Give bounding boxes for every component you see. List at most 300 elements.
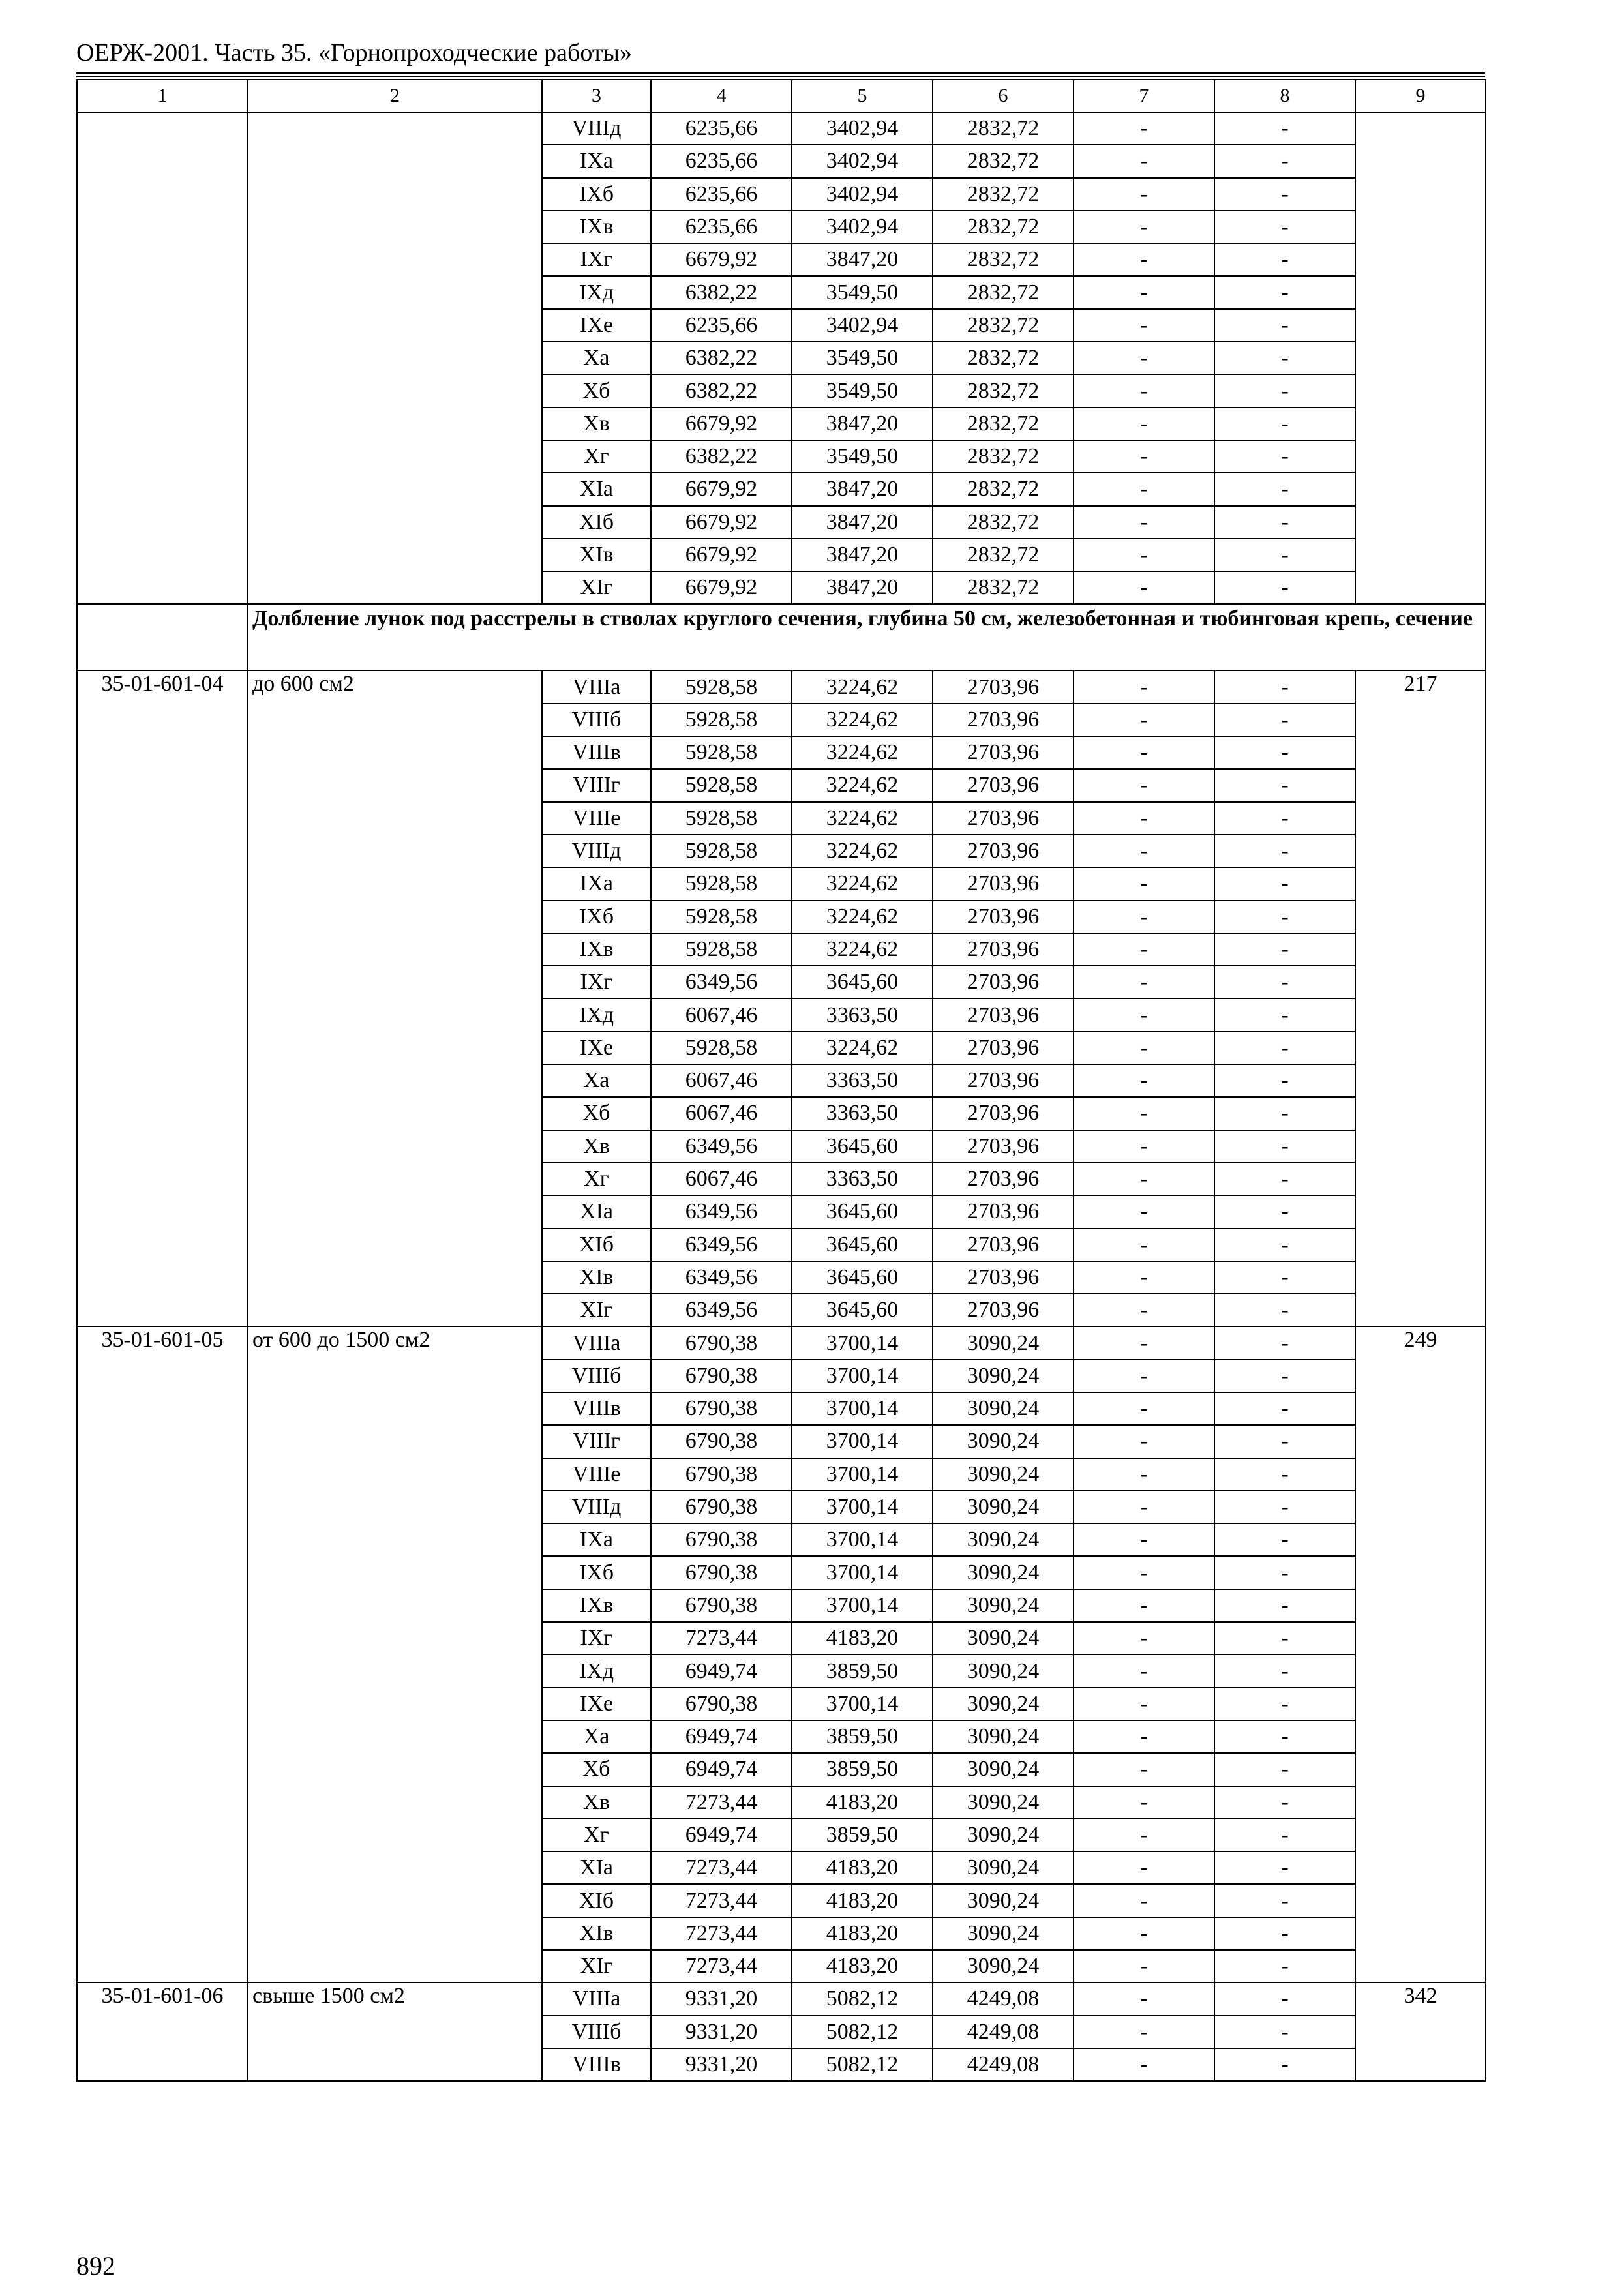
value-cell: 3090,24 xyxy=(933,1917,1074,1950)
column-number: 5 xyxy=(792,80,933,112)
grade-cell: IXг xyxy=(542,966,651,998)
value-cell: - xyxy=(1214,1195,1355,1228)
section-title: Долбление лунок под расстрелы в стволах круглого сечения, глубина 50 см, железобетонная и тюбинговая крепь, сечение xyxy=(248,604,1486,670)
value-cell: 3847,20 xyxy=(792,571,933,604)
value-cell: 3090,24 xyxy=(933,1950,1074,1982)
value-cell: - xyxy=(1074,1064,1214,1097)
value-cell: 7273,44 xyxy=(651,1786,792,1819)
value-cell: - xyxy=(1074,1392,1214,1425)
col9-cell: 342 xyxy=(1355,1982,1486,2081)
value-cell: 3700,14 xyxy=(792,1360,933,1392)
value-cell: 6235,66 xyxy=(651,112,792,145)
value-cell: - xyxy=(1074,1622,1214,1654)
value-cell: - xyxy=(1214,1556,1355,1589)
value-cell: 5928,58 xyxy=(651,1032,792,1064)
value-cell: 3090,24 xyxy=(933,1523,1074,1556)
grade-cell: IXг xyxy=(542,1622,651,1654)
value-cell: 2703,96 xyxy=(933,835,1074,867)
grade-cell: IXе xyxy=(542,1032,651,1064)
value-cell: - xyxy=(1074,571,1214,604)
grade-cell: VIIIд xyxy=(542,112,651,145)
value-cell: - xyxy=(1074,1130,1214,1163)
value-cell: 4183,20 xyxy=(792,1786,933,1819)
value-cell: - xyxy=(1214,506,1355,539)
grade-cell: Xв xyxy=(542,1130,651,1163)
value-cell: 2703,96 xyxy=(933,1195,1074,1228)
value-cell: 3224,62 xyxy=(792,933,933,966)
value-cell: - xyxy=(1214,1491,1355,1523)
value-cell: 3549,50 xyxy=(792,276,933,308)
value-cell: 2832,72 xyxy=(933,440,1074,473)
value-cell: 2703,96 xyxy=(933,966,1074,998)
value-cell: 2832,72 xyxy=(933,276,1074,308)
table-row xyxy=(77,1326,1486,1359)
value-cell: - xyxy=(1074,1360,1214,1392)
name-cell: до 600 см2 xyxy=(248,670,542,1326)
value-cell: 6949,74 xyxy=(651,1720,792,1753)
value-cell: 2703,96 xyxy=(933,802,1074,835)
grade-cell: VIIIа xyxy=(542,1326,651,1359)
grade-cell: XIг xyxy=(542,1294,651,1326)
grade-cell: VIIIд xyxy=(542,1491,651,1523)
grade-cell: VIIIв xyxy=(542,736,651,769)
value-cell: 6382,22 xyxy=(651,374,792,407)
value-cell: - xyxy=(1074,276,1214,308)
value-cell: 7273,44 xyxy=(651,1917,792,1950)
column-number: 9 xyxy=(1355,80,1486,112)
value-cell: - xyxy=(1214,769,1355,801)
grade-cell: IXб xyxy=(542,901,651,933)
value-cell: - xyxy=(1074,1523,1214,1556)
value-cell: 3859,50 xyxy=(792,1654,933,1687)
value-cell: - xyxy=(1074,1851,1214,1884)
value-cell: - xyxy=(1214,1688,1355,1720)
value-cell: 2703,96 xyxy=(933,1229,1074,1261)
value-cell: 6790,38 xyxy=(651,1458,792,1491)
value-cell: 3645,60 xyxy=(792,1130,933,1163)
value-cell: 2832,72 xyxy=(933,473,1074,505)
value-cell: 3847,20 xyxy=(792,506,933,539)
table-row xyxy=(77,112,1486,145)
value-cell: - xyxy=(1214,736,1355,769)
grade-cell: IXд xyxy=(542,276,651,308)
value-cell: - xyxy=(1214,670,1355,703)
value-cell: - xyxy=(1074,1229,1214,1261)
value-cell: 6349,56 xyxy=(651,1130,792,1163)
grade-cell: IXв xyxy=(542,1589,651,1622)
value-cell: 6679,92 xyxy=(651,243,792,276)
column-number: 8 xyxy=(1214,80,1355,112)
value-cell: - xyxy=(1214,473,1355,505)
value-cell: - xyxy=(1214,145,1355,177)
value-cell: 5928,58 xyxy=(651,835,792,867)
value-cell: - xyxy=(1214,933,1355,966)
value-cell: 3224,62 xyxy=(792,835,933,867)
value-cell: 6067,46 xyxy=(651,1064,792,1097)
value-cell: 3645,60 xyxy=(792,1261,933,1294)
value-cell: - xyxy=(1214,539,1355,571)
value-cell: 3402,94 xyxy=(792,145,933,177)
value-cell: - xyxy=(1074,704,1214,736)
value-cell: - xyxy=(1074,1195,1214,1228)
value-cell: - xyxy=(1214,1326,1355,1359)
value-cell: 2703,96 xyxy=(933,998,1074,1031)
value-cell: 2832,72 xyxy=(933,309,1074,342)
grade-cell: IXд xyxy=(542,998,651,1031)
page-header: ОЕРЖ-2001. Часть 35. «Горнопроходческие работы» xyxy=(76,39,632,67)
table-row xyxy=(77,1982,1486,2015)
value-cell: - xyxy=(1214,243,1355,276)
value-cell: 5928,58 xyxy=(651,901,792,933)
value-cell: 3700,14 xyxy=(792,1523,933,1556)
value-cell: - xyxy=(1074,539,1214,571)
value-cell: - xyxy=(1074,802,1214,835)
value-cell: 2703,96 xyxy=(933,769,1074,801)
value-cell: - xyxy=(1074,178,1214,211)
value-cell: - xyxy=(1214,704,1355,736)
value-cell: - xyxy=(1214,1950,1355,1982)
value-cell: - xyxy=(1214,1917,1355,1950)
value-cell: 3090,24 xyxy=(933,1392,1074,1425)
table-body xyxy=(77,80,1486,2081)
value-cell: - xyxy=(1074,2048,1214,2081)
value-cell: - xyxy=(1214,1884,1355,1917)
grade-cell: Xб xyxy=(542,1753,651,1786)
grade-cell: IXг xyxy=(542,243,651,276)
grade-cell: IXб xyxy=(542,178,651,211)
value-cell: - xyxy=(1214,2048,1355,2081)
value-cell: - xyxy=(1214,901,1355,933)
value-cell: 6349,56 xyxy=(651,1294,792,1326)
value-cell: 6790,38 xyxy=(651,1589,792,1622)
value-cell: 2703,96 xyxy=(933,901,1074,933)
value-cell: - xyxy=(1214,1163,1355,1195)
value-cell: 3700,14 xyxy=(792,1425,933,1458)
value-cell: - xyxy=(1074,440,1214,473)
value-cell: 6382,22 xyxy=(651,276,792,308)
value-cell: - xyxy=(1214,1523,1355,1556)
value-cell: 6790,38 xyxy=(651,1523,792,1556)
value-cell: 5082,12 xyxy=(792,1982,933,2015)
value-cell: - xyxy=(1214,1064,1355,1097)
value-cell: 6382,22 xyxy=(651,440,792,473)
value-cell: 2832,72 xyxy=(933,571,1074,604)
grade-cell: VIIIб xyxy=(542,704,651,736)
value-cell: - xyxy=(1214,1982,1355,2015)
value-cell: 6349,56 xyxy=(651,1261,792,1294)
value-cell: 2703,96 xyxy=(933,1294,1074,1326)
value-cell: 6067,46 xyxy=(651,1097,792,1130)
value-cell: 6349,56 xyxy=(651,1229,792,1261)
grade-cell: Xг xyxy=(542,1163,651,1195)
grade-cell: IXв xyxy=(542,211,651,243)
grade-cell: Xб xyxy=(542,1097,651,1130)
value-cell: - xyxy=(1074,1688,1214,1720)
code-cell: 35-01-601-04 xyxy=(77,670,248,1326)
value-cell: - xyxy=(1074,309,1214,342)
grade-cell: Xв xyxy=(542,1786,651,1819)
value-cell: 3090,24 xyxy=(933,1654,1074,1687)
grade-cell: Xа xyxy=(542,1064,651,1097)
value-cell: 3090,24 xyxy=(933,1556,1074,1589)
value-cell: 3224,62 xyxy=(792,769,933,801)
value-cell: 6235,66 xyxy=(651,211,792,243)
value-cell: 3090,24 xyxy=(933,1786,1074,1819)
value-cell: 2832,72 xyxy=(933,178,1074,211)
value-cell: - xyxy=(1074,506,1214,539)
value-cell: - xyxy=(1074,342,1214,374)
value-cell: - xyxy=(1214,211,1355,243)
value-cell: 6679,92 xyxy=(651,473,792,505)
value-cell: 3090,24 xyxy=(933,1851,1074,1884)
value-cell: 9331,20 xyxy=(651,2016,792,2048)
grade-cell: Xв xyxy=(542,408,651,440)
value-cell: - xyxy=(1214,2016,1355,2048)
value-cell: 3224,62 xyxy=(792,901,933,933)
section-spacer xyxy=(77,604,248,670)
value-cell: 3363,50 xyxy=(792,1064,933,1097)
value-cell: - xyxy=(1074,1458,1214,1491)
code-cell: 35-01-601-05 xyxy=(77,1326,248,1982)
value-cell: 3847,20 xyxy=(792,243,933,276)
value-cell: 3090,24 xyxy=(933,1753,1074,1786)
column-number: 6 xyxy=(933,80,1074,112)
value-cell: 3859,50 xyxy=(792,1819,933,1851)
value-cell: - xyxy=(1214,802,1355,835)
grade-cell: XIб xyxy=(542,1229,651,1261)
value-cell: 5928,58 xyxy=(651,670,792,703)
value-cell: - xyxy=(1074,112,1214,145)
value-cell: - xyxy=(1214,408,1355,440)
value-cell: 3402,94 xyxy=(792,309,933,342)
value-cell: - xyxy=(1214,571,1355,604)
value-cell: 5928,58 xyxy=(651,769,792,801)
value-cell: - xyxy=(1074,867,1214,900)
value-cell: 6949,74 xyxy=(651,1654,792,1687)
value-cell: 3090,24 xyxy=(933,1720,1074,1753)
grade-cell: XIг xyxy=(542,1950,651,1982)
value-cell: 2703,96 xyxy=(933,1064,1074,1097)
value-cell: 3700,14 xyxy=(792,1491,933,1523)
grade-cell: Xг xyxy=(542,440,651,473)
value-cell: 2703,96 xyxy=(933,670,1074,703)
value-cell: 3549,50 xyxy=(792,374,933,407)
value-cell: 2703,96 xyxy=(933,1130,1074,1163)
value-cell: 6790,38 xyxy=(651,1491,792,1523)
value-cell: 3847,20 xyxy=(792,539,933,571)
value-cell: 4183,20 xyxy=(792,1851,933,1884)
code-cell: 35-01-601-06 xyxy=(77,1982,248,2081)
value-cell: 5928,58 xyxy=(651,736,792,769)
value-cell: - xyxy=(1214,1786,1355,1819)
value-cell: - xyxy=(1214,276,1355,308)
value-cell: 6382,22 xyxy=(651,342,792,374)
value-cell: 6067,46 xyxy=(651,998,792,1031)
value-cell: - xyxy=(1074,408,1214,440)
value-cell: 5928,58 xyxy=(651,867,792,900)
grade-cell: VIIIе xyxy=(542,802,651,835)
value-cell: - xyxy=(1214,867,1355,900)
grade-cell: VIIIд xyxy=(542,835,651,867)
value-cell: 3645,60 xyxy=(792,966,933,998)
value-cell: 3859,50 xyxy=(792,1753,933,1786)
value-cell: - xyxy=(1074,1982,1214,2015)
value-cell: - xyxy=(1074,1720,1214,1753)
grade-cell: VIIIв xyxy=(542,2048,651,2081)
value-cell: 9331,20 xyxy=(651,2048,792,2081)
value-cell: - xyxy=(1214,1261,1355,1294)
value-cell: - xyxy=(1074,1753,1214,1786)
grade-cell: IXе xyxy=(542,309,651,342)
value-cell: - xyxy=(1214,1360,1355,1392)
value-cell: 9331,20 xyxy=(651,1982,792,2015)
section-header-row xyxy=(77,604,1486,670)
grade-cell: VIIIг xyxy=(542,1425,651,1458)
value-cell: - xyxy=(1074,243,1214,276)
value-cell: 3402,94 xyxy=(792,178,933,211)
grade-cell: XIа xyxy=(542,1195,651,1228)
value-cell: 2832,72 xyxy=(933,112,1074,145)
grade-cell: IXб xyxy=(542,1556,651,1589)
value-cell: - xyxy=(1074,374,1214,407)
value-cell: 3090,24 xyxy=(933,1326,1074,1359)
value-cell: 7273,44 xyxy=(651,1950,792,1982)
grade-cell: XIб xyxy=(542,506,651,539)
header-rule xyxy=(76,72,1485,77)
value-cell: 3224,62 xyxy=(792,736,933,769)
value-cell: - xyxy=(1214,1458,1355,1491)
value-cell: - xyxy=(1214,1130,1355,1163)
value-cell: 3363,50 xyxy=(792,998,933,1031)
grade-cell: XIв xyxy=(542,1261,651,1294)
value-cell: - xyxy=(1214,1425,1355,1458)
value-cell: - xyxy=(1074,901,1214,933)
value-cell: - xyxy=(1214,966,1355,998)
value-cell: 6679,92 xyxy=(651,571,792,604)
grade-cell: Xа xyxy=(542,342,651,374)
value-cell: - xyxy=(1074,1097,1214,1130)
value-cell: - xyxy=(1074,1032,1214,1064)
value-cell: 2832,72 xyxy=(933,506,1074,539)
value-cell: 7273,44 xyxy=(651,1884,792,1917)
value-cell: - xyxy=(1074,1589,1214,1622)
value-cell: 4249,08 xyxy=(933,1982,1074,2015)
value-cell: - xyxy=(1074,1654,1214,1687)
value-cell: 3700,14 xyxy=(792,1589,933,1622)
value-cell: 3402,94 xyxy=(792,211,933,243)
value-cell: - xyxy=(1074,1491,1214,1523)
name-cell: свыше 1500 см2 xyxy=(248,1982,542,2081)
grade-cell: IXа xyxy=(542,867,651,900)
value-cell: - xyxy=(1214,1753,1355,1786)
value-cell: 3224,62 xyxy=(792,1032,933,1064)
value-cell: - xyxy=(1214,1589,1355,1622)
grade-cell: IXе xyxy=(542,1688,651,1720)
value-cell: 3645,60 xyxy=(792,1294,933,1326)
value-cell: 3224,62 xyxy=(792,670,933,703)
value-cell: 4183,20 xyxy=(792,1950,933,1982)
value-cell: 7273,44 xyxy=(651,1851,792,1884)
value-cell: - xyxy=(1074,473,1214,505)
value-cell: - xyxy=(1214,1654,1355,1687)
value-cell: 5928,58 xyxy=(651,802,792,835)
value-cell: - xyxy=(1074,1819,1214,1851)
grade-cell: IXв xyxy=(542,933,651,966)
page-number: 892 xyxy=(76,2251,115,2281)
value-cell: - xyxy=(1214,1720,1355,1753)
value-cell: - xyxy=(1074,1556,1214,1589)
value-cell: 6679,92 xyxy=(651,408,792,440)
grade-cell: VIIIв xyxy=(542,1392,651,1425)
code-cell xyxy=(77,112,248,604)
value-cell: 2703,96 xyxy=(933,933,1074,966)
value-cell: 6790,38 xyxy=(651,1360,792,1392)
value-cell: 3090,24 xyxy=(933,1819,1074,1851)
value-cell: - xyxy=(1074,1326,1214,1359)
grade-cell: XIв xyxy=(542,539,651,571)
value-cell: 5928,58 xyxy=(651,933,792,966)
column-number-row xyxy=(77,80,1486,112)
value-cell: - xyxy=(1074,211,1214,243)
value-cell: 6790,38 xyxy=(651,1326,792,1359)
value-cell: 2832,72 xyxy=(933,342,1074,374)
value-cell: 2703,96 xyxy=(933,736,1074,769)
value-cell: 2703,96 xyxy=(933,867,1074,900)
value-cell: 3090,24 xyxy=(933,1491,1074,1523)
value-cell: - xyxy=(1074,966,1214,998)
value-cell: 3847,20 xyxy=(792,473,933,505)
grade-cell: Xб xyxy=(542,374,651,407)
value-cell: 3090,24 xyxy=(933,1458,1074,1491)
value-cell: - xyxy=(1214,1097,1355,1130)
value-cell: 3090,24 xyxy=(933,1884,1074,1917)
value-cell: 6949,74 xyxy=(651,1753,792,1786)
value-cell: - xyxy=(1074,933,1214,966)
value-cell: 3090,24 xyxy=(933,1622,1074,1654)
value-cell: 3549,50 xyxy=(792,342,933,374)
col9-cell: 249 xyxy=(1355,1326,1486,1982)
value-cell: - xyxy=(1214,309,1355,342)
column-number: 3 xyxy=(542,80,651,112)
value-cell: 6235,66 xyxy=(651,145,792,177)
value-cell: 2703,96 xyxy=(933,1097,1074,1130)
value-cell: - xyxy=(1074,2016,1214,2048)
value-cell: 3700,14 xyxy=(792,1556,933,1589)
value-cell: 3700,14 xyxy=(792,1458,933,1491)
value-cell: 3224,62 xyxy=(792,704,933,736)
value-cell: - xyxy=(1074,736,1214,769)
value-cell: - xyxy=(1214,178,1355,211)
value-cell: 6790,38 xyxy=(651,1392,792,1425)
grade-cell: XIа xyxy=(542,473,651,505)
value-cell: 6790,38 xyxy=(651,1425,792,1458)
value-cell: - xyxy=(1074,1950,1214,1982)
value-cell: 2832,72 xyxy=(933,539,1074,571)
value-cell: 6349,56 xyxy=(651,966,792,998)
value-cell: 6679,92 xyxy=(651,506,792,539)
value-cell: 3402,94 xyxy=(792,112,933,145)
value-cell: - xyxy=(1214,1851,1355,1884)
grade-cell: XIв xyxy=(542,1917,651,1950)
value-cell: 6949,74 xyxy=(651,1819,792,1851)
column-number: 7 xyxy=(1074,80,1214,112)
grade-cell: VIIIа xyxy=(542,670,651,703)
value-cell: 2703,96 xyxy=(933,1032,1074,1064)
value-cell: 3090,24 xyxy=(933,1589,1074,1622)
value-cell: 3090,24 xyxy=(933,1360,1074,1392)
column-number: 1 xyxy=(77,80,248,112)
value-cell: 3090,24 xyxy=(933,1688,1074,1720)
